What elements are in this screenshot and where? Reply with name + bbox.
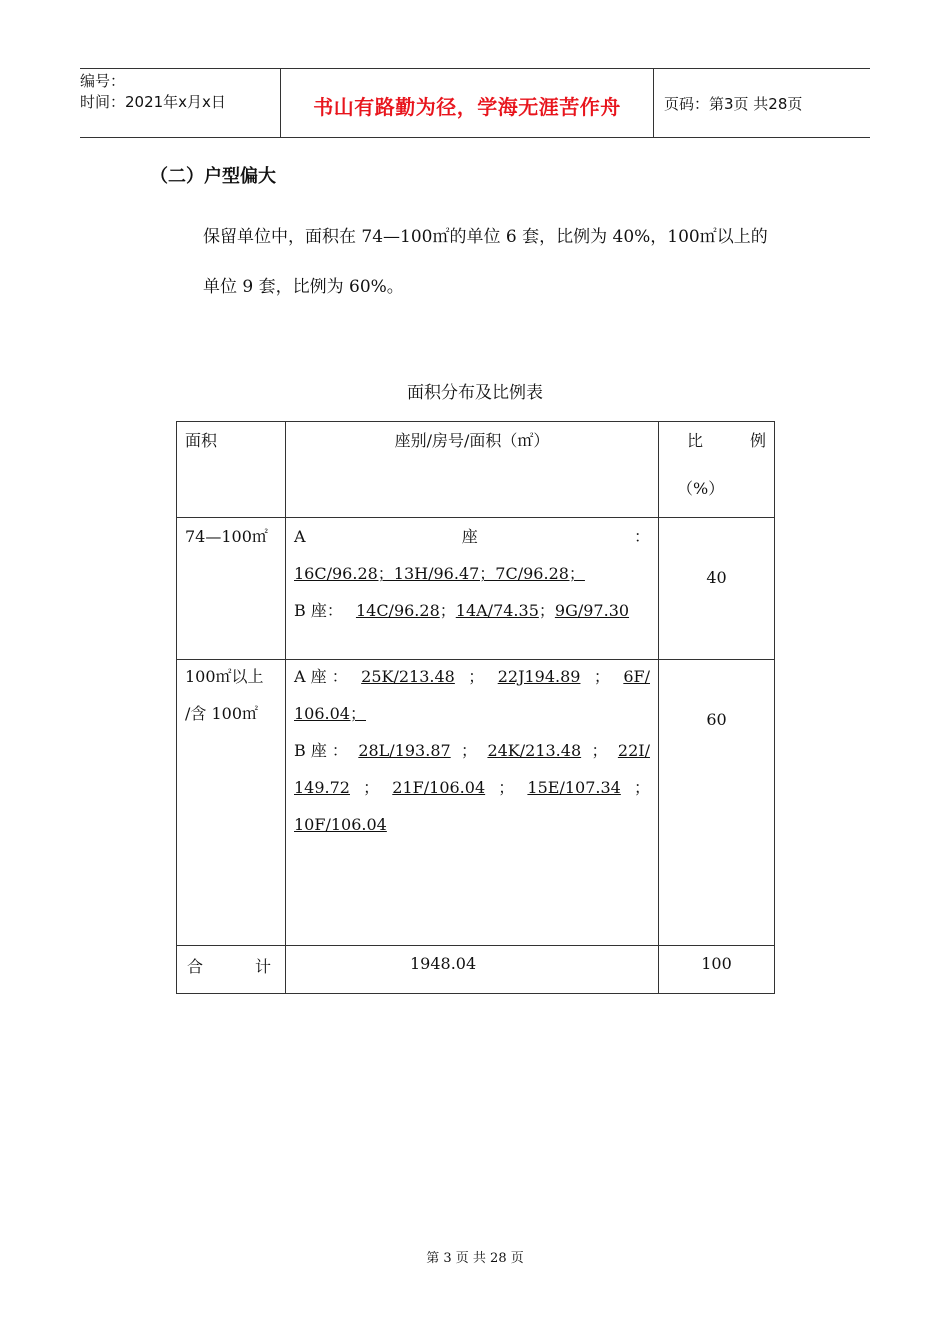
header-slogan-box — [280, 69, 654, 137]
header-slogan: 书山有路勤为径，学海无涯苦作舟 — [313, 95, 621, 119]
row2-b-item: 28L/193.87 — [358, 741, 451, 760]
row2-detail: A 座 ： 25K/213.48 ； 22J194.89 ； 6F/ 106.04； B 座 ： 28L/193.87 ； 24K/213.48 ； 22I/ 149.72 ； 21F/106.04 ； 15E/107.34 ； 10F/106.04 — [286, 660, 659, 946]
row1-a-label-seat: 座 — [461, 527, 478, 546]
total-label-char-a: 合 — [187, 957, 204, 976]
total-ratio: 100 — [659, 946, 775, 994]
row1-b-item: 9G/97.30 — [554, 601, 630, 620]
row2-a-item: 25K/213.48 — [361, 667, 455, 686]
row1-b-item: 14A/74.35 — [455, 601, 539, 620]
table-caption: 面积分布及比例表 — [407, 383, 543, 403]
doc-number-label: 编号： — [80, 72, 126, 90]
header-meta — [80, 69, 280, 139]
row2-b-item: 22I/ — [617, 741, 650, 760]
row2-a-label: A 座 ： — [294, 667, 348, 686]
row1-detail: A 座 ： 16C/96.28；13H/96.47；7C/96.28； B 座： 14C/96.28；14A/74.35；9G/97.30 — [286, 518, 659, 660]
table-row — [177, 518, 775, 660]
row2-b-item: 15E/107.34 — [527, 778, 621, 797]
row2-b-label: B 座 ： — [294, 741, 348, 760]
row1-b-label: B 座： — [294, 601, 343, 620]
row2-b-item: 24K/213.48 — [487, 741, 582, 760]
header-ratio — [659, 422, 775, 518]
total-label-char-b: 计 — [254, 957, 271, 976]
header-page-label: 页码：第3页 共28页 — [664, 95, 803, 113]
row2-a-item-cont: 106.04； — [294, 704, 366, 723]
page-header — [80, 68, 870, 138]
row2-area — [177, 660, 286, 946]
row2-b-item-cont: 149.72 — [294, 778, 350, 797]
table-row — [177, 660, 775, 946]
paragraph-line-2: 单位 9 套，比例为 60%。 — [203, 277, 404, 297]
header-ratio-char-a: 比 — [687, 431, 704, 450]
row2-b-item: 21F/106.04 — [392, 778, 486, 797]
table-header-row — [177, 422, 775, 518]
row2-area-line1: 100㎡以上 — [185, 667, 264, 686]
row1-b-item: 14C/96.28 — [355, 601, 440, 620]
total-label — [177, 946, 286, 994]
header-detail: 座别/房号/面积（㎡） — [286, 422, 659, 518]
row2-a-item: 6F/ — [623, 667, 650, 686]
row2-ratio: 60 — [659, 660, 775, 946]
paragraph-line-1: 保留单位中，面积在 74—100㎡的单位 6 套，比例为 40%，100㎡以上的 — [203, 227, 768, 247]
row1-a-label-colon: ： — [633, 527, 650, 546]
row1-a-items: 16C/96.28；13H/96.47；7C/96.28； — [294, 564, 585, 583]
row1-a-label: A — [294, 527, 306, 546]
doc-time-label: 时间：2021年x月x日 — [80, 93, 226, 111]
header-ratio-char-b: 例 — [749, 431, 766, 450]
table-total-row — [177, 946, 775, 994]
page-footer: 第 3 页 共 28 页 — [426, 1251, 524, 1266]
area-distribution-table — [176, 421, 775, 994]
row1-area: 74—100㎡ — [177, 518, 286, 660]
total-area-sum: 1948.04 — [286, 946, 659, 994]
row1-ratio: 40 — [659, 518, 775, 660]
row2-area-line2: /含 100㎡ — [185, 704, 259, 723]
header-ratio-unit: （%） — [677, 479, 725, 498]
row2-b-item: 10F/106.04 — [294, 815, 387, 834]
row2-a-item: 22J194.89 — [497, 667, 581, 686]
section-title: （二）户型偏大 — [150, 166, 276, 187]
header-area: 面积 — [177, 422, 286, 518]
